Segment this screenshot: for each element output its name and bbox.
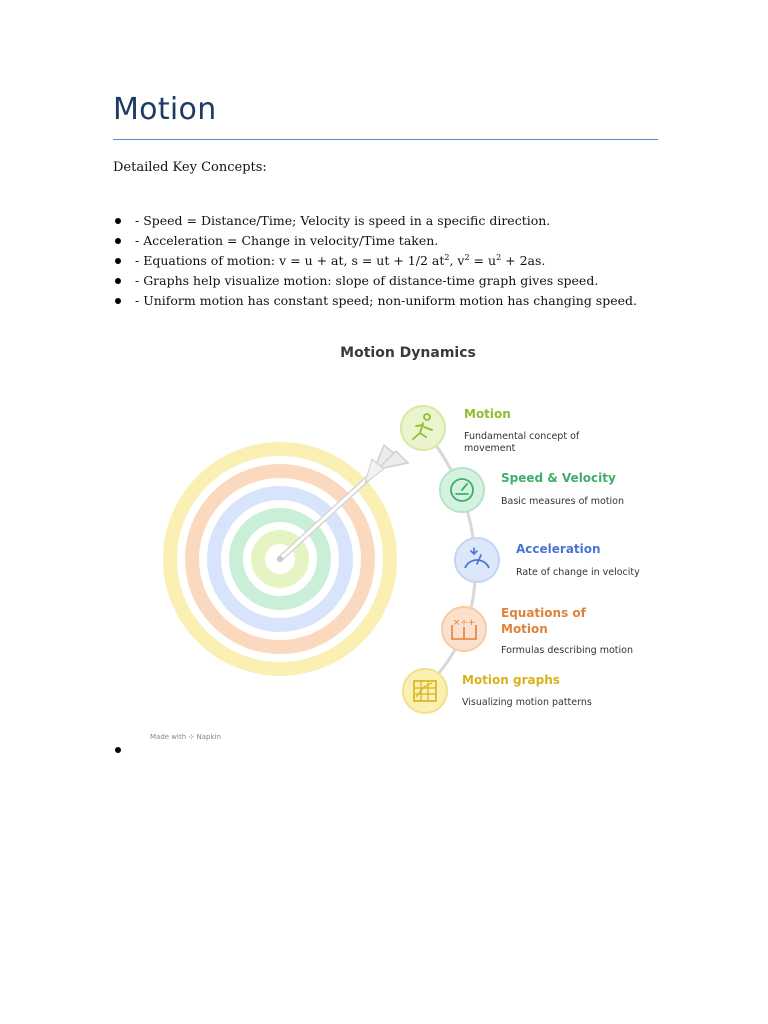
title-divider xyxy=(113,139,658,140)
formula-book-icon xyxy=(442,607,486,651)
list-item: - Graphs help visualize motion: slope of distance-time graph gives speed. xyxy=(113,271,637,291)
acceleration-item-desc: Rate of change in velocity xyxy=(516,567,640,578)
target-graphic xyxy=(140,335,660,735)
list-item: - Acceleration = Change in velocity/Time taken. xyxy=(113,231,637,251)
empty-bullet xyxy=(115,747,121,753)
speed-velocity-item-title: Speed & Velocity xyxy=(501,471,616,485)
infographic-title: Motion Dynamics xyxy=(340,345,476,361)
motion-item-title: Motion xyxy=(464,407,511,421)
equations-item-title: Equations of Motion xyxy=(501,606,586,636)
acceleration-item-title: Acceleration xyxy=(516,542,601,556)
speedometer-icon xyxy=(440,468,484,512)
equations-item-desc: Formulas describing motion xyxy=(501,645,633,656)
motion-item-desc: Fundamental concept of movement xyxy=(464,431,580,454)
chart-grid-icon xyxy=(403,669,447,713)
motion-dynamics-infographic xyxy=(140,335,660,745)
made-with-napkin-watermark: Made with ⊹ Napkin xyxy=(150,733,221,741)
list-item: - Uniform motion has constant speed; non-uniform motion has changing speed. xyxy=(113,291,637,311)
key-concepts-list xyxy=(113,211,637,311)
motion-graphs-item-title: Motion graphs xyxy=(462,673,560,687)
list-item: - Equations of motion: v = u + at, s = ut + 1/2 $at^2$, $v^2 = u^2 + 2as$. xyxy=(113,251,637,271)
page-title: Motion xyxy=(113,92,217,127)
section-subtitle: Detailed Key Concepts: xyxy=(113,160,267,175)
motion-graphs-item-desc: Visualizing motion patterns xyxy=(462,697,592,708)
svg-text:×÷+: ×÷+ xyxy=(452,618,476,628)
list-item: - Speed = Distance/Time; Velocity is speed in a specific direction. xyxy=(113,211,637,231)
gauge-icon xyxy=(455,538,499,582)
speed-velocity-item-desc: Basic measures of motion xyxy=(501,496,625,507)
running-person-icon xyxy=(401,406,445,450)
